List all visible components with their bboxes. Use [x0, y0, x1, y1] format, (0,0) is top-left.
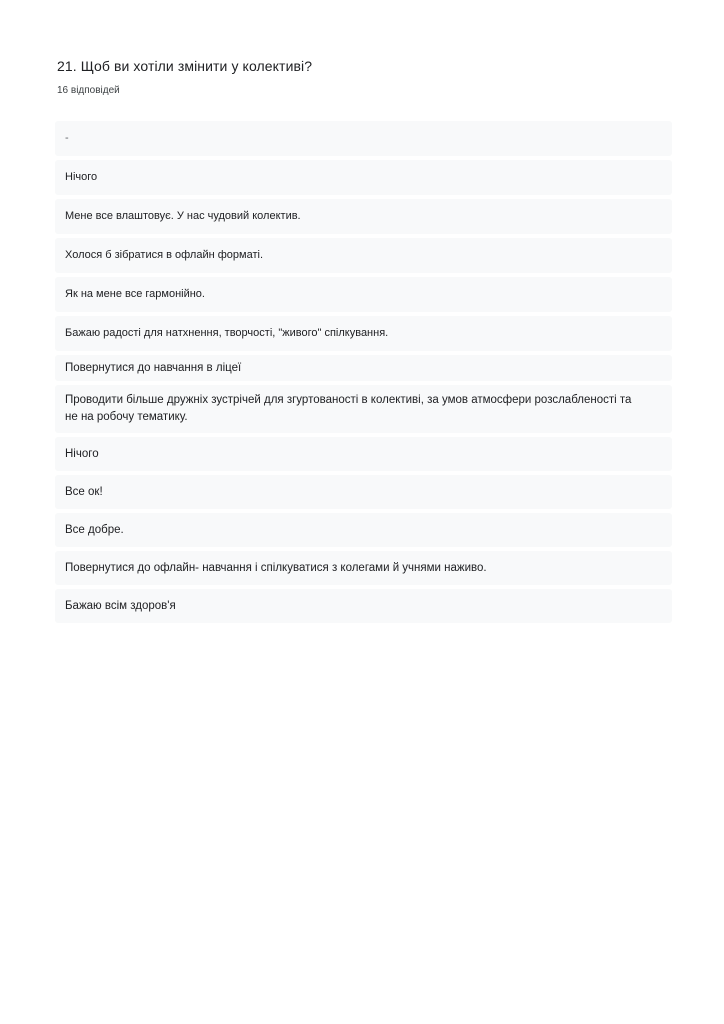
response-item: Нічого [55, 437, 672, 471]
response-item: Бажаю всім здоров'я [55, 589, 672, 623]
response-item: Повернутися до навчання в ліцеї [55, 355, 672, 381]
response-item: Бажаю радості для натхнення, творчості, "живого" спілкування. [55, 316, 672, 351]
question-title: 21. Щоб ви хотіли змінити у колективі? [57, 58, 313, 74]
response-item: Нічого [55, 160, 672, 195]
response-item: - [55, 121, 672, 156]
response-item: Все добре. [55, 513, 672, 547]
response-item: Повернутися до офлайн- навчання і спілкуватися з колегами й учнями наживо. [55, 551, 672, 585]
response-item: Мене все влаштовує. У нас чудовий колектив. [55, 199, 672, 234]
response-item: Все ок! [55, 475, 672, 509]
response-item: Холося б зібратися в офлайн форматі. [55, 238, 672, 273]
response-item: Проводити більше дружніх зустрічей для згуртованості в колективі, за умов атмосфери розслабленості та не на робочу тематику. [55, 385, 672, 433]
response-list [55, 121, 672, 627]
response-count: 16 відповідей [57, 85, 120, 96]
response-item: Як на мене все гармонійно. [55, 277, 672, 312]
